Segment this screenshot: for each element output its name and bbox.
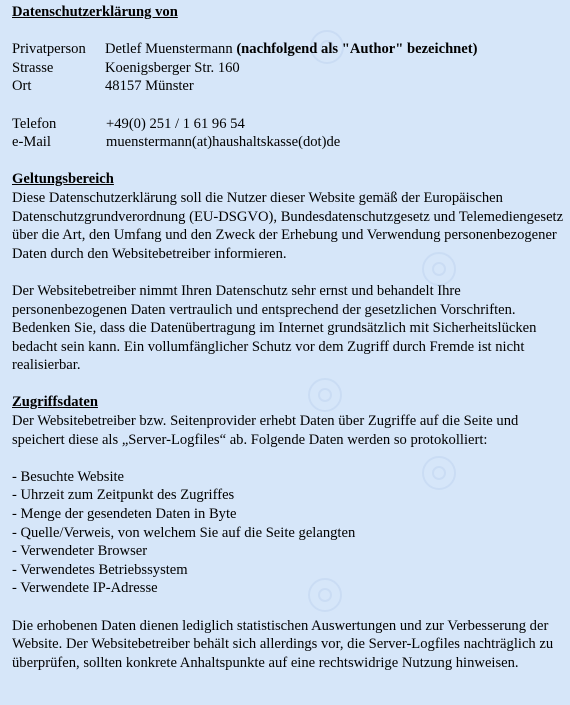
scope-paragraph-2: Der Websitebetreiber nimmt Ihren Datenschutz sehr ernst und behandelt Ihre personenbezogenen Daten vertraulich und entsprechend der gesetzlichen Vorschriften. Bedenken Sie, dass die Datenübertragung im Internet grundsätzlich mit Sicherheitslücken bedacht sein kann. Ein vollumfänglicher Schutz vor dem Zugriff durch Fremde ist nicht realisierbar.: [12, 282, 537, 374]
city-label: Ort: [12, 78, 32, 95]
phone-value: +49(0) 251 / 1 61 96 54: [106, 115, 245, 132]
contact-row-street: [12, 59, 568, 78]
contact-block: [12, 40, 568, 152]
section-heading-access: Zugriffsdaten: [12, 394, 98, 411]
contact-row-person: [12, 40, 568, 59]
list-item: - Verwendeter Browser: [12, 542, 568, 561]
contact-row-email: [12, 133, 568, 152]
email-label: e-Mail: [12, 134, 51, 151]
person-label: Privatperson: [12, 41, 86, 58]
scope-paragraph-1: Diese Datenschutzerklärung soll die Nutzer dieser Website gemäß der Europäischen Datenschutzgrundverordnung (EU-DSGVO), Bundesdatenschutzgesetz und Telemediengesetz über die Art, den Umfang und den Zweck der Erhebung und Verwendung personenbezogener Daten durch den Websitebetreiber informieren.: [12, 189, 564, 262]
privacy-document: [12, 3, 568, 672]
list-item: - Quelle/Verweis, von welchem Sie auf die Seite gelangten: [12, 524, 568, 543]
person-name: Detlef Muenstermann: [105, 41, 233, 58]
access-intro: Der Websitebetreiber bzw. Seitenprovider erhebt Daten über Zugriffe auf die Seite und speichert diese als „Server-Logfiles“ ab. Folgende Daten werden so protokolliert:: [12, 413, 519, 448]
list-item: - Verwendetes Betriebssystem: [12, 561, 568, 580]
list-item: - Menge der gesendeten Daten in Byte: [12, 505, 568, 524]
street-value: Koenigsberger Str. 160: [105, 59, 240, 76]
phone-label: Telefon: [12, 115, 57, 132]
section-heading-scope: Geltungsbereich: [12, 171, 114, 188]
contact-row-city: [12, 77, 568, 96]
list-item: - Verwendete IP-Adresse: [12, 579, 568, 598]
email-value: muenstermann(at)haushaltskasse(dot)de: [106, 134, 341, 151]
city-value: 48157 Münster: [105, 78, 194, 95]
access-outro: Die erhobenen Daten dienen lediglich statistischen Auswertungen und zur Verbesserung der Website. Der Websitebetreiber behält sich allerdings vor, die Server-Logfiles nachträglich zu überprüfen, sollten konkrete Anhaltspunkte auf eine rechtswidrige Nutzung hinweisen.: [12, 617, 554, 671]
person-note: (nachfolgend als "Author" bezeichnet): [236, 41, 478, 58]
list-item: - Uhrzeit zum Zeitpunkt des Zugriffes: [12, 486, 568, 505]
contact-row-phone: [12, 115, 568, 134]
street-label: Strasse: [12, 59, 54, 76]
logged-data-list: [12, 468, 568, 598]
page-title: Datenschutzerklärung von: [12, 4, 178, 20]
list-item: - Besuchte Website: [12, 468, 568, 487]
